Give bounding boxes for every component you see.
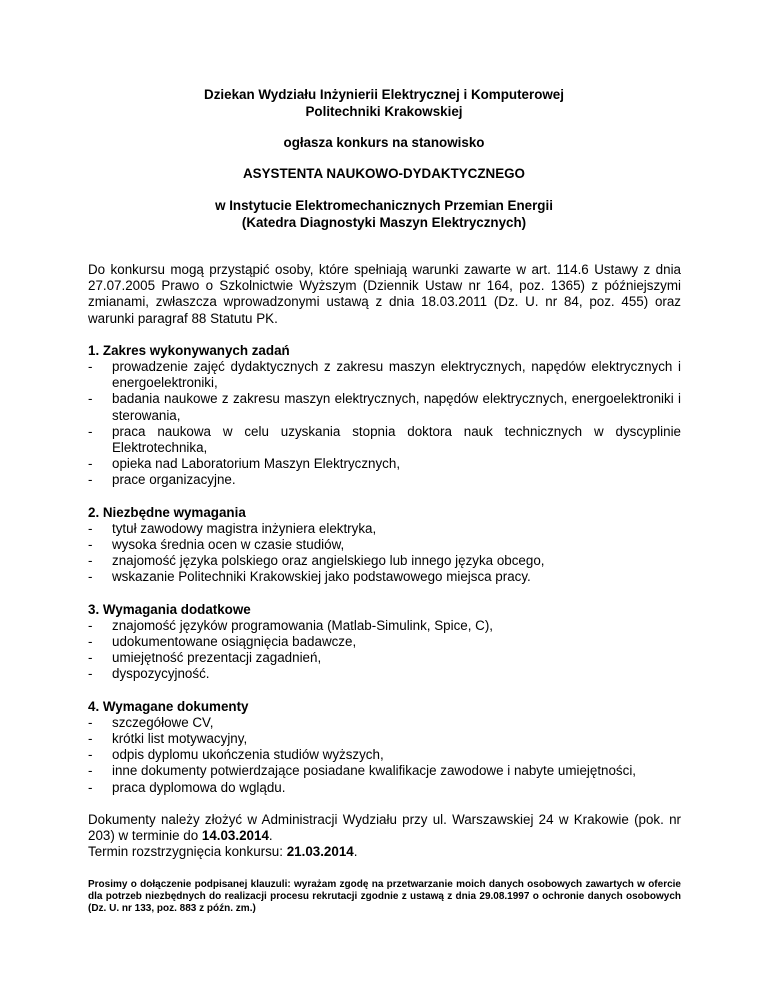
section-title: 1. Zakres wykonywanych zadań [88,342,290,358]
list-item: - prowadzenie zajęć dydaktycznych z zakresu maszyn elektrycznych, napędów elektrycznych i energoelektroniki, [88,359,681,391]
section-requirements [88,505,681,586]
deadline-suffix: . [268,828,273,844]
section-title: 2. Niezbędne wymagania [88,504,246,520]
list-item: - wskazanie Politechniki Krakowskiej jako podstawowego miejsca pracy. [88,569,681,585]
institute-name: w Instytucie Elektromechanicznych Przemian Energii [215,198,553,213]
result-label: Termin rozstrzygnięcia konkursu: [88,844,287,860]
additional-list [88,618,681,683]
result-suffix: . [353,844,358,860]
submission-deadline: 14.03.2014 [201,828,269,844]
list-item: - wysoka średnia ocen w czasie studiów, [88,537,681,553]
list-item: - znajomość języków programowania (Matlab-Simulink, Spice, C), [88,618,681,634]
document-header [88,86,680,120]
position-title: ASYSTENTA NAUKOWO-DYDAKTYCZNEGO [243,166,525,181]
university-name: Politechniki Krakowskiej [305,104,463,119]
section-additional [88,602,681,683]
announcement-line: ogłasza konkurs na stanowisko [283,135,485,150]
task-list [88,359,681,489]
list-item: - praca dyplomowa do wglądu. [88,780,681,796]
list-item: - prace organizacyjne. [88,472,681,488]
list-item: - krótki list motywacyjny, [88,731,681,747]
consent-clause: Prosimy o dołączenie podpisanej klauzuli: wyrażam zgodę na przetwarzanie moich danych osobowych zawartych w ofercie dla potrzeb niezbędnych do realizacji procesu rekrutacji zgodnie z ustawą z dnia 29.08.1997 o ochronie danych osobowych (Dz. U. nr 133, poz. 883 z późn. zm.) [88,878,681,915]
section-title: 3. Wymagania dodatkowe [88,601,251,617]
list-item: - inne dokumenty potwierdzające posiadane kwalifikacje zawodowe i nabyte umiejętności, [88,763,681,779]
result-paragraph [88,844,681,860]
list-item: - szczegółowe CV, [88,715,681,731]
section-tasks [88,343,681,489]
list-item: - tytuł zawodowy magistra inżyniera elektryka, [88,521,681,537]
institute-block [88,197,680,231]
section-documents [88,699,681,796]
section-title: 4. Wymagane dokumenty [88,698,249,714]
list-item: - dyspozycyjność. [88,666,681,682]
requirements-list [88,521,681,586]
documents-list [88,715,681,796]
list-item: - praca naukowa w celu uzyskania stopnia doktora nauk technicznych w dyscyplinie Elektrotechnika, [88,424,681,456]
submission-text: Dokumenty należy złożyć w Administracji Wydziału przy ul. Warszawskiej 24 w Krakowie (pok. nr 203) w terminie do [88,811,681,844]
list-item: - znajomość języka polskiego oraz angielskiego lub innego języka obcego, [88,553,681,569]
submission-info [88,812,681,861]
submission-paragraph [88,812,681,844]
list-item: - umiejętność prezentacji zagadnień, [88,650,681,666]
document-body [88,262,681,926]
dean-title: Dziekan Wydziału Inżynierii Elektrycznej i Komputerowej [204,87,564,102]
list-item: - udokumentowane osiągnięcia badawcze, [88,634,681,650]
intro-paragraph: Do konkursu mogą przystąpić osoby, które spełniają warunki zawarte w art. 114.6 Ustawy z dnia 27.07.2005 Prawo o Szkolnictwie Wyższym (Dziennik Ustaw nr 164, poz. 1365) z późniejszymi zmianami, zwłaszcza wprowadzonymi ustawą z dnia 18.03.2011 (Dz. U. nr 84, poz. 455) oraz warunki paragraf 88 Statutu PK. [88,262,681,326]
department-name: (Katedra Diagnostyki Maszyn Elektrycznych) [241,215,527,230]
list-item: - odpis dyplomu ukończenia studiów wyższych, [88,747,681,763]
result-date: 21.03.2014 [286,844,354,860]
list-item: - badania naukowe z zakresu maszyn elektrycznych, napędów elektrycznych, energoelektroniki i sterowania, [88,391,681,423]
list-item: - opieka nad Laboratorium Maszyn Elektrycznych, [88,456,681,472]
